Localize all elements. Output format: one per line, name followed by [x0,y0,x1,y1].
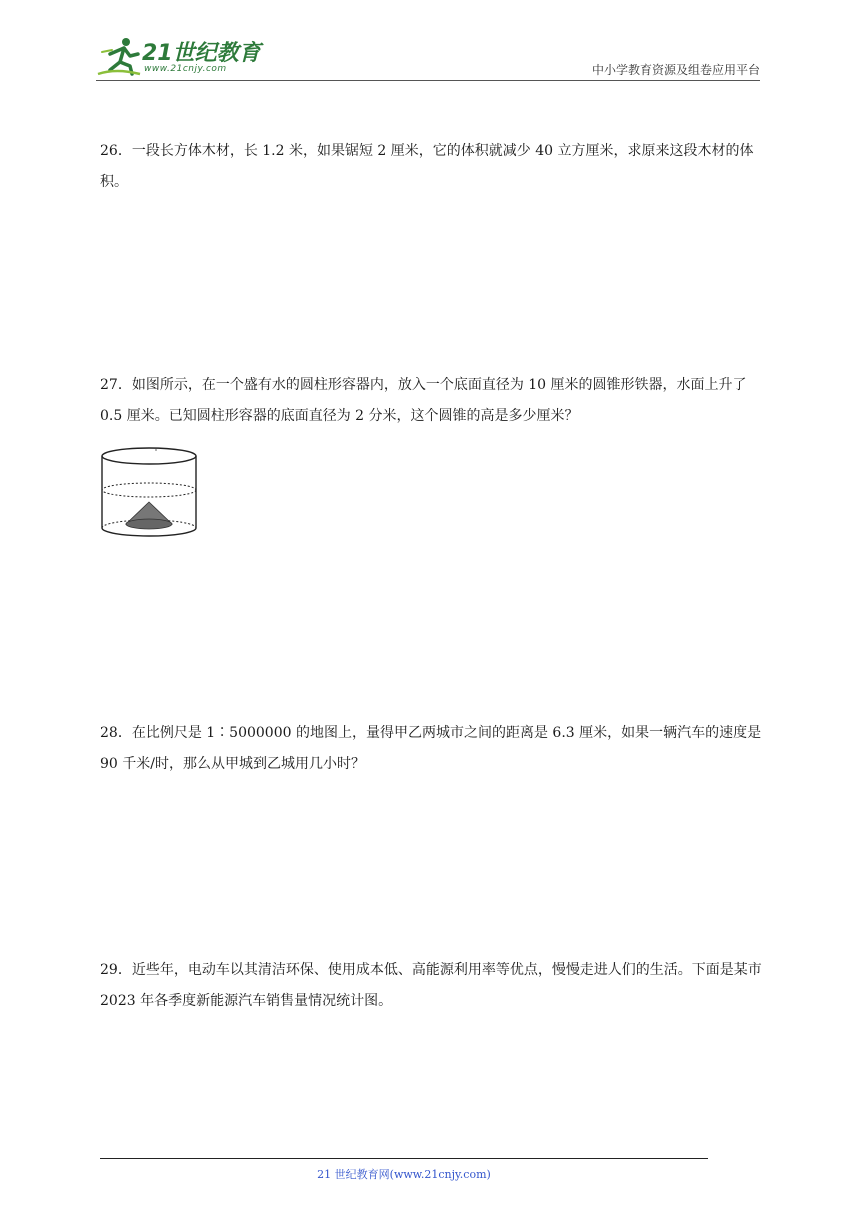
cone-base [126,519,172,529]
logo-title: 21世纪教育 [142,41,261,66]
footer-divider [100,1158,708,1159]
cylinder-with-cone-figure [98,444,200,542]
cylinder-cone-figure [98,444,200,542]
logo-url: www.21cnjy.com [144,64,227,74]
question-27: 27．如图所示，在一个盛有水的圆柱形容器内，放入一个底面直径为 10 厘米的圆锥形铁器，水面上升了 0.5 厘米。已知圆柱形容器的底面直径为 2 分米，这个圆锥的高是多少厘米？ [100,377,747,424]
runner-logo-icon [96,34,144,78]
header-divider [96,80,760,81]
question-29: 29．近些年，电动车以其清洁环保、使用成本低、高能源利用率等优点，慢慢走进人们的生活。下面是某市 2023 年各季度新能源汽车销售量情况统计图。 [100,962,762,1009]
question-26: 26．一段长方体木材，长 1.2 米，如果锯短 2 厘米，它的体积就减少 40 立方厘米，求原来这段木材的体积。 [100,143,754,190]
footer-link[interactable]: 21 世纪教育网(www.21cnjy.com) [317,1168,491,1181]
platform-name: 中小学教育资源及组卷应用平台 [591,63,760,77]
page-header [96,34,760,80]
site-logo[interactable] [96,34,261,78]
question-28: 28．在比例尺是 1∶5000000 的地图上，量得甲乙两城市之间的距离是 6.3 厘米，如果一辆汽车的速度是 90 千米/时，那么从甲城到乙城用几小时？ [100,725,762,772]
